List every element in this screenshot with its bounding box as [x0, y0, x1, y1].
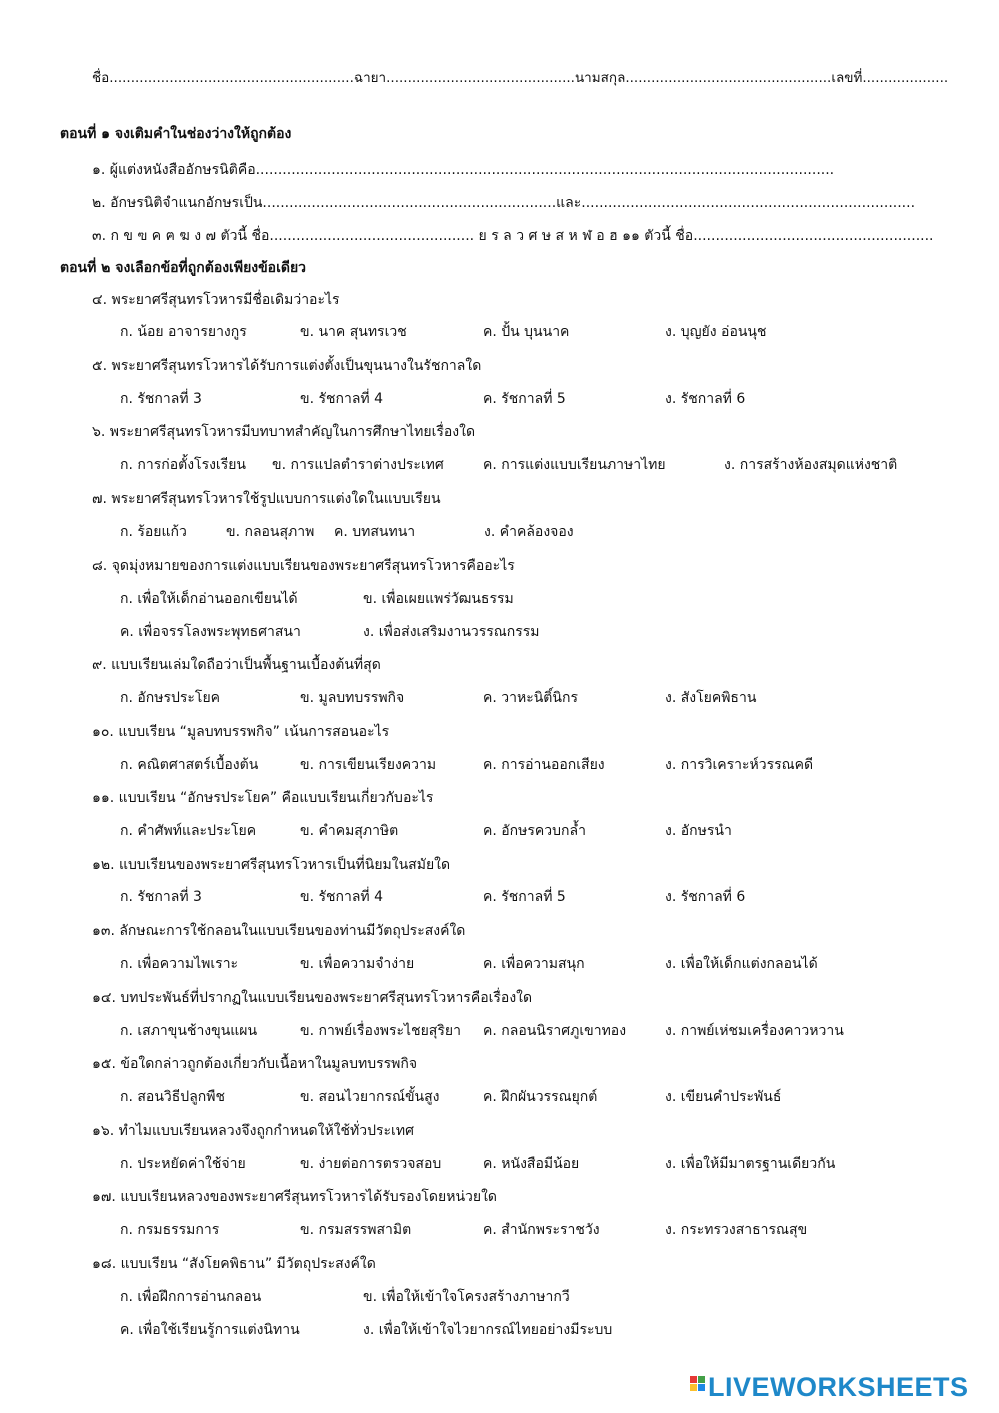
- option-4-3[interactable]: ค. ปั้น บุนนาค: [483, 324, 570, 340]
- option-10-4[interactable]: ง. การวิเคราะห์วรรณคดี: [665, 757, 814, 773]
- option-5-3[interactable]: ค. รัชกาลที่ 5: [483, 391, 566, 407]
- option-7-4[interactable]: ง. คำคล้องจอง: [484, 524, 574, 540]
- option-13-3[interactable]: ค. เพื่อความสนุก: [483, 956, 585, 972]
- option-6-4[interactable]: ง. การสร้างห้องสมุดแห่งชาติ: [724, 457, 898, 473]
- option-6-1[interactable]: ก. การก่อตั้งโรงเรียน: [120, 457, 246, 473]
- option-14-1[interactable]: ก. เสภาขุนช้างขุนแผน: [120, 1023, 258, 1039]
- option-5-4[interactable]: ง. รัชกาลที่ 6: [665, 391, 746, 407]
- option-5-2[interactable]: ข. รัชกาลที่ 4: [300, 391, 383, 407]
- fill-item-2[interactable]: ๒. อักษรนิติจำแนกอักษรเป็น..................................................................และ...........................................................................: [92, 195, 916, 211]
- option-15-2[interactable]: ข. สอนไวยากรณ์ขั้นสูง: [300, 1089, 440, 1105]
- option-14-3[interactable]: ค. กลอนนิราศภูเขาทอง: [483, 1023, 627, 1039]
- option-8-2[interactable]: ข. เพื่อเผยแพร่วัฒนธรรม: [363, 591, 514, 607]
- option-11-2[interactable]: ข. คำคมสุภาษิต: [300, 823, 399, 839]
- question-11: ๑๑. แบบเรียน “อักษรประโยค” คือแบบเรียนเกี่ยวกับอะไร: [92, 790, 434, 806]
- option-12-4[interactable]: ง. รัชกาลที่ 6: [665, 889, 746, 905]
- option-9-2[interactable]: ข. มูลบทบรรพกิจ: [300, 690, 405, 706]
- option-7-2[interactable]: ข. กลอนสุภาพ: [226, 524, 315, 540]
- option-16-2[interactable]: ข. ง่ายต่อการตรวจสอบ: [300, 1156, 442, 1172]
- option-11-1[interactable]: ก. คำศัพท์และประโยค: [120, 823, 257, 839]
- option-14-4[interactable]: ง. กาพย์เห่ชมเครื่องคาวหวาน: [665, 1023, 844, 1039]
- question-9: ๙. แบบเรียนเล่มใดถือว่าเป็นพื้นฐานเบื้องต้นที่สุด: [92, 657, 381, 673]
- option-11-4[interactable]: ง. อักษรนำ: [665, 823, 732, 839]
- option-14-2[interactable]: ข. กาพย์เรื่องพระไชยสุริยา: [300, 1023, 461, 1039]
- option-15-4[interactable]: ง. เขียนคำประพันธ์: [665, 1089, 782, 1105]
- question-8: ๘. จุดมุ่งหมายของการแต่งแบบเรียนของพระยาศรีสุนทรโวหารคืออะไร: [92, 558, 515, 574]
- option-16-3[interactable]: ค. หนังสือมีน้อย: [483, 1156, 580, 1172]
- part2-title: ตอนที่ ๒ จงเลือกข้อที่ถูกต้องเพียงข้อเดียว: [60, 260, 307, 276]
- option-16-4[interactable]: ง. เพื่อให้มีมาตรฐานเดียวกัน: [665, 1156, 836, 1172]
- option-18-2[interactable]: ข. เพื่อให้เข้าใจโครงสร้างภาษากวี: [363, 1289, 570, 1305]
- option-12-2[interactable]: ข. รัชกาลที่ 4: [300, 889, 383, 905]
- question-15: ๑๕. ข้อใดกล่าวถูกต้องเกี่ยวกับเนื้อหาในมูลบทบรรพกิจ: [92, 1056, 418, 1072]
- option-4-2[interactable]: ข. นาค สุนทรเวช: [300, 324, 407, 340]
- question-7: ๗. พระยาศรีสุนทรโวหารใช้รูปแบบการแต่งใดในแบบเรียน: [92, 491, 441, 507]
- option-17-1[interactable]: ก. กรมธรรมการ: [120, 1222, 220, 1238]
- question-14: ๑๔. บทประพันธ์ที่ปรากฏในแบบเรียนของพระยาศรีสุนทรโวหารคือเรื่องใด: [92, 990, 533, 1006]
- fill-item-1[interactable]: ๑. ผู้แต่งหนังสืออักษรนิติคือ..................................................................................................................................: [92, 162, 835, 178]
- option-10-1[interactable]: ก. คณิตศาสตร์เบื้องต้น: [120, 757, 259, 773]
- question-6: ๖. พระยาศรีสุนทรโวหารมีบทบาทสำคัญในการศึกษาไทยเรื่องใด: [92, 424, 476, 440]
- option-10-2[interactable]: ข. การเขียนเรียงความ: [300, 757, 437, 773]
- fill-item-3[interactable]: ๓. ก ข ฃ ค ฅ ฆ ง ๗ ตัวนี้ ชื่อ.............................................. ย ร ล ว ศ ษ ส ห ฬ อ ฮ ๑๑ ตัวนี้ ชื่อ......................................................: [92, 228, 934, 244]
- option-18-3[interactable]: ค. เพื่อใช้เรียนรู้การแต่งนิทาน: [120, 1322, 300, 1338]
- option-12-1[interactable]: ก. รัชกาลที่ 3: [120, 889, 202, 905]
- option-16-1[interactable]: ก. ประหยัดค่าใช้จ่าย: [120, 1156, 246, 1172]
- option-8-4[interactable]: ง. เพื่อส่งเสริมงานวรรณกรรม: [363, 624, 540, 640]
- option-9-3[interactable]: ค. วาหะนิติ์นิกร: [483, 690, 578, 706]
- option-9-4[interactable]: ง. สังโยคพิธาน: [665, 690, 757, 706]
- option-7-3[interactable]: ค. บทสนทนา: [334, 524, 416, 540]
- option-18-1[interactable]: ก. เพื่อฝึกการอ่านกลอน: [120, 1289, 262, 1305]
- option-18-4[interactable]: ง. เพื่อให้เข้าใจไวยากรณ์ไทยอย่างมีระบบ: [363, 1322, 613, 1338]
- option-15-1[interactable]: ก. สอนวิธีปลูกพืช: [120, 1089, 225, 1105]
- option-5-1[interactable]: ก. รัชกาลที่ 3: [120, 391, 202, 407]
- option-13-4[interactable]: ง. เพื่อให้เด็กแต่งกลอนได้: [665, 956, 818, 972]
- question-13: ๑๓. ลักษณะการใช้กลอนในแบบเรียนของท่านมีวัตถุประสงค์ใด: [92, 923, 466, 939]
- question-10: ๑๐. แบบเรียน “มูลบทบรรพกิจ” เน้นการสอนอะไร: [92, 724, 390, 740]
- option-4-4[interactable]: ง. บุญยัง อ่อนนุช: [665, 324, 767, 340]
- option-9-1[interactable]: ก. อักษรประโยค: [120, 690, 221, 706]
- option-7-1[interactable]: ก. ร้อยแก้ว: [120, 524, 187, 540]
- option-13-2[interactable]: ข. เพื่อความจำง่าย: [300, 956, 415, 972]
- option-6-2[interactable]: ข. การแปลตำราต่างประเทศ: [272, 457, 444, 473]
- question-16: ๑๖. ทำไมแบบเรียนหลวงจึงถูกกำหนดให้ใช้ทั่วประเทศ: [92, 1123, 414, 1139]
- option-8-1[interactable]: ก. เพื่อให้เด็กอ่านออกเขียนได้: [120, 591, 298, 607]
- liveworksheets-logo-icon: [690, 1376, 706, 1398]
- question-4: ๔. พระยาศรีสุนทรโวหารมีชื่อเดิมว่าอะไร: [92, 292, 340, 308]
- question-17: ๑๗. แบบเรียนหลวงของพระยาศรีสุนทรโวหารได้รับรองโดยหน่วยใด: [92, 1189, 498, 1205]
- brand-logo: LIVEWORKSHEETS: [708, 1372, 969, 1402]
- option-15-3[interactable]: ค. ฝึกผันวรรณยุกต์: [483, 1089, 598, 1105]
- option-8-3[interactable]: ค. เพื่อจรรโลงพระพุทธศาสนา: [120, 624, 301, 640]
- part1-title: ตอนที่ ๑ จงเติมคำในช่องว่างให้ถูกต้อง: [60, 126, 292, 142]
- option-13-1[interactable]: ก. เพื่อความไพเราะ: [120, 956, 239, 972]
- option-17-2[interactable]: ข. กรมสรรพสามิต: [300, 1222, 412, 1238]
- option-11-3[interactable]: ค. อักษรควบกล้ำ: [483, 823, 586, 839]
- option-10-3[interactable]: ค. การอ่านออกเสียง: [483, 757, 605, 773]
- name-line[interactable]: ชื่อ.........................................................ฉายา............................................นามสกุล................................................เลขที่....................: [92, 70, 949, 86]
- option-17-3[interactable]: ค. สำนักพระราชวัง: [483, 1222, 600, 1238]
- question-18: ๑๘. แบบเรียน “สังโยคพิธาน” มีวัตถุประสงค์ใด: [92, 1256, 376, 1272]
- question-12: ๑๒. แบบเรียนของพระยาศรีสุนทรโวหารเป็นที่นิยมในสมัยใด: [92, 857, 451, 873]
- option-6-3[interactable]: ค. การแต่งแบบเรียนภาษาไทย: [483, 457, 666, 473]
- option-4-1[interactable]: ก. น้อย อาจารยางกูร: [120, 324, 247, 340]
- option-12-3[interactable]: ค. รัชกาลที่ 5: [483, 889, 566, 905]
- question-5: ๕. พระยาศรีสุนทรโวหารได้รับการแต่งตั้งเป็นขุนนางในรัชกาลใด: [92, 358, 482, 374]
- option-17-4[interactable]: ง. กระทรวงสาธารณสุข: [665, 1222, 808, 1238]
